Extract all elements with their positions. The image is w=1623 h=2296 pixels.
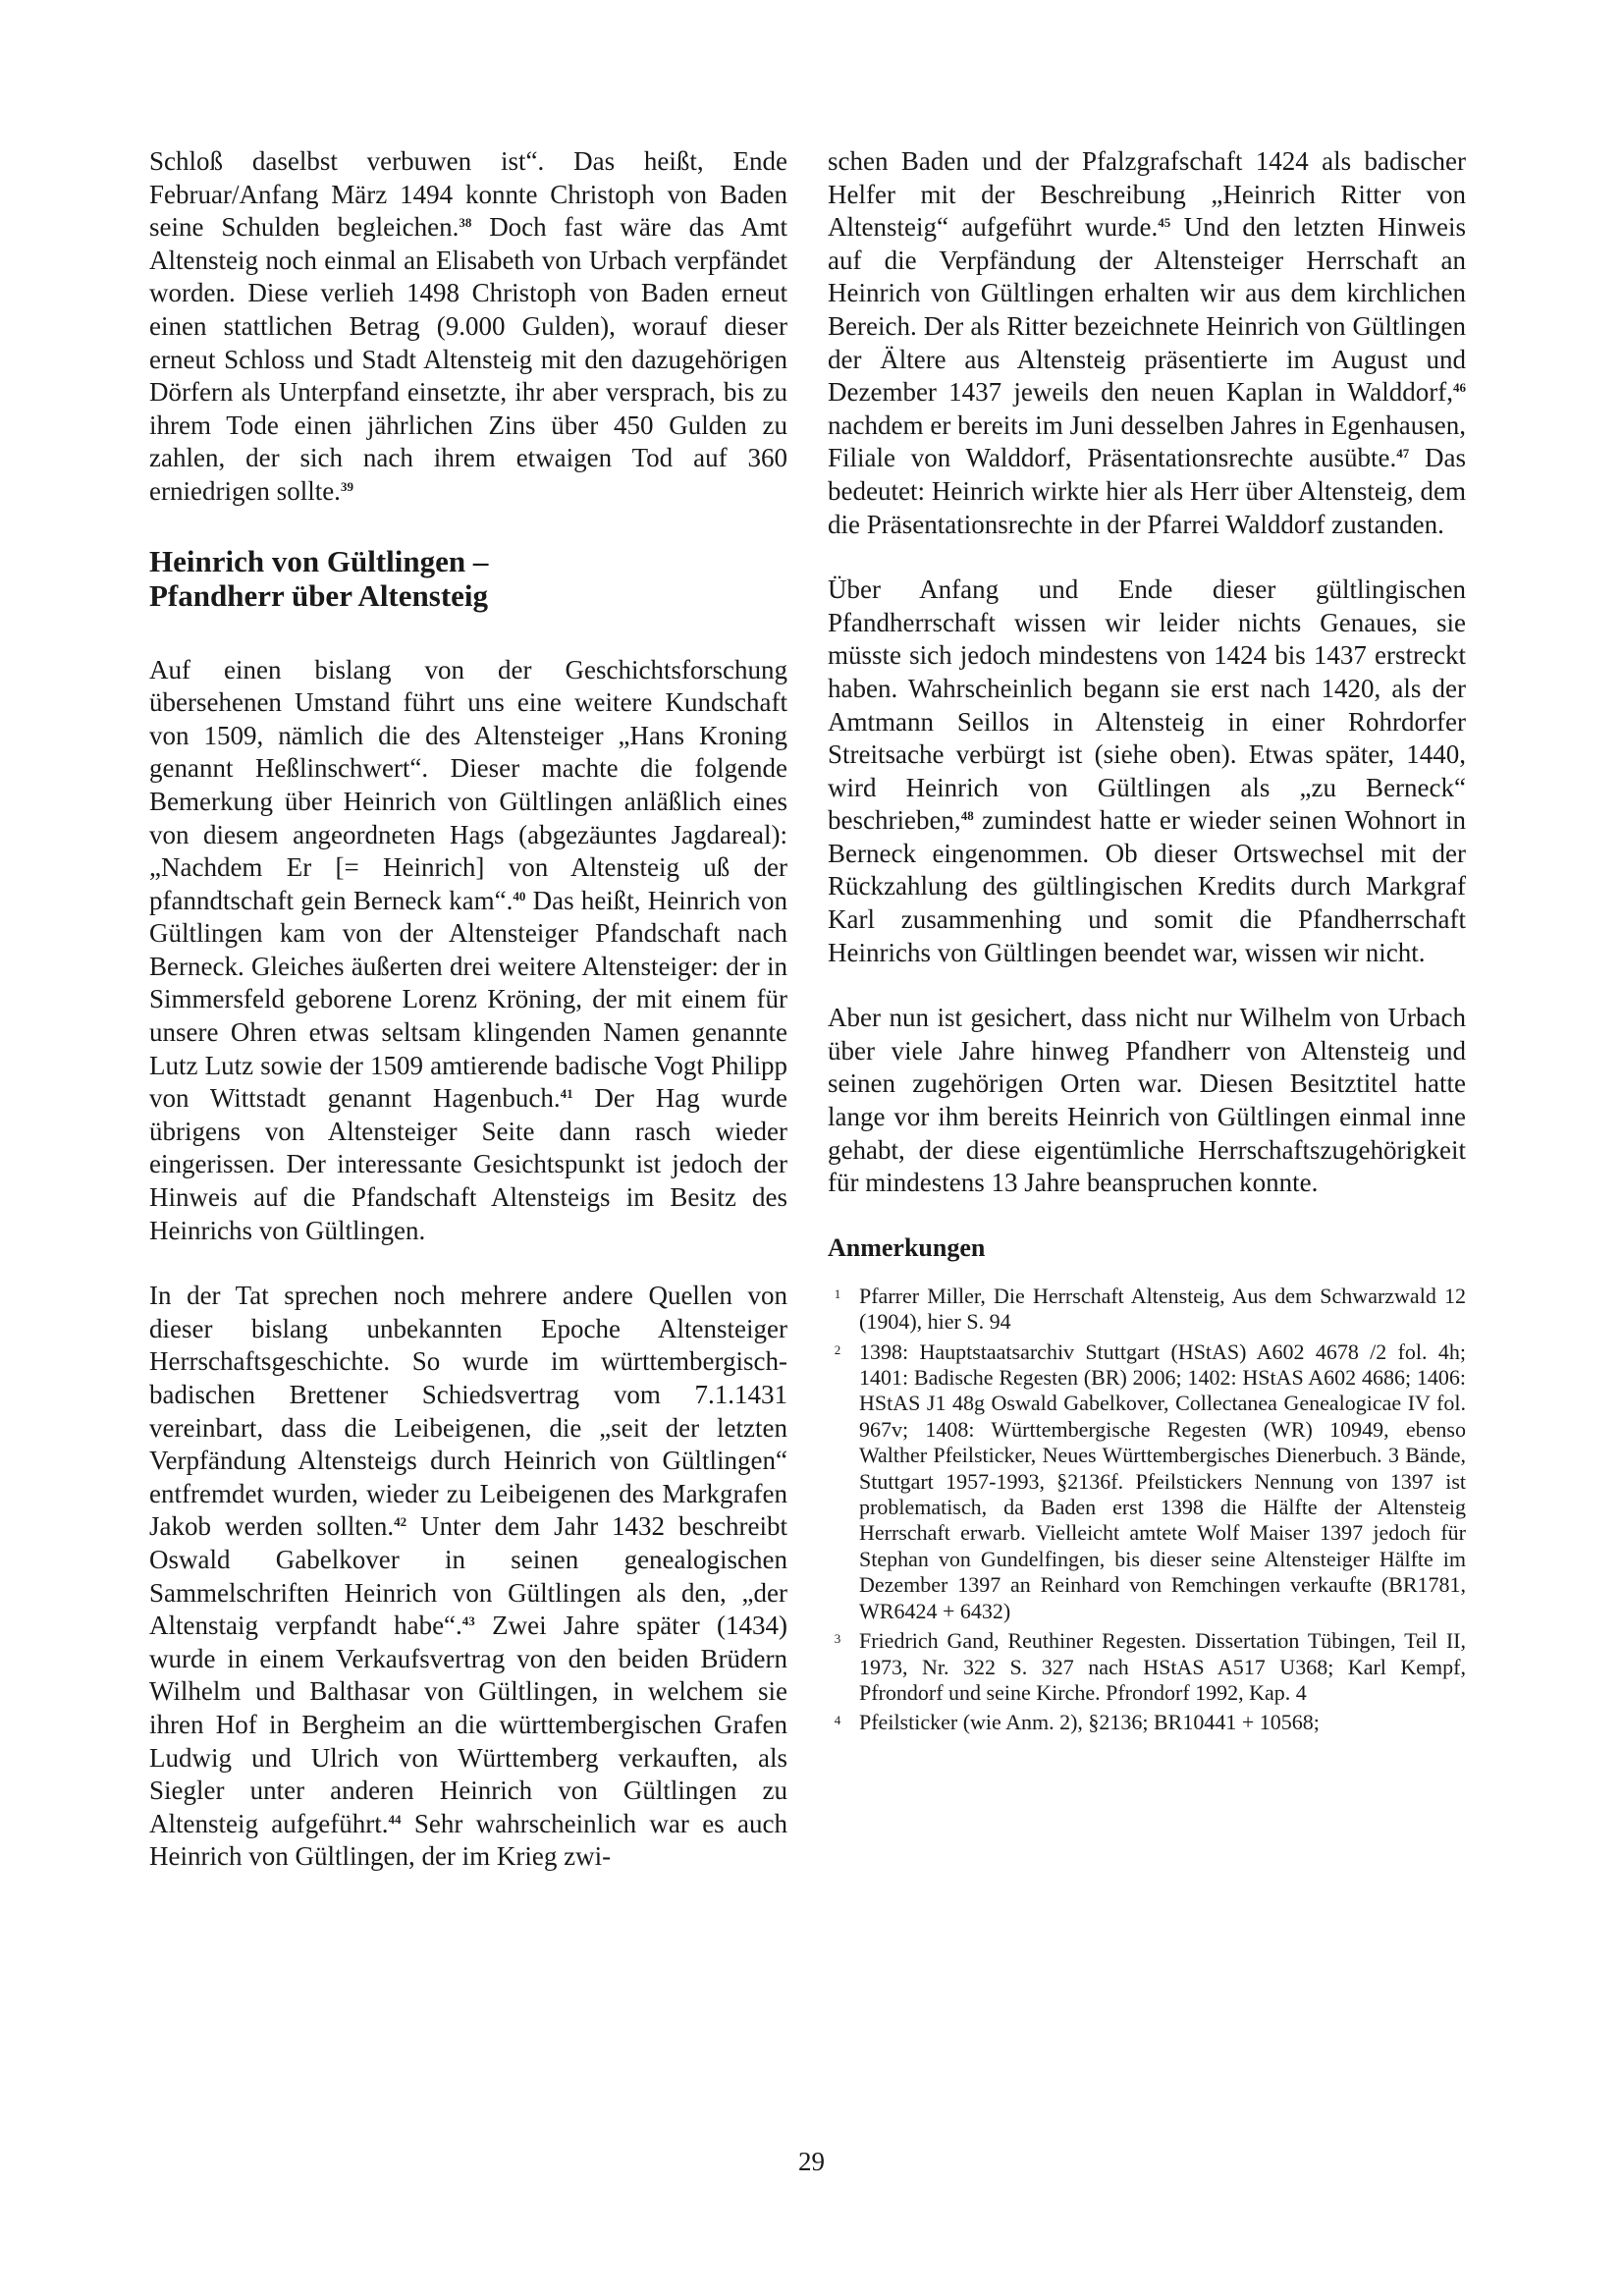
text-run: In der Tat sprechen noch mehrere andere Quellen von dieser bislang unbekannten Epoche Altensteiger Herrschaftsgeschichte. So wurde im württembergisch-badischen Brettener Schiedsvertrag vom 7.1.1431 vereinbart, dass die Leibeigenen, die „seit der letzten Verpfändung Altensteigs durch Heinrich von Gültlingen“ entfremdet wurden, wieder zu Leibeigenen des Markgrafen Jakob werden sollten. — [149, 1281, 787, 1542]
footnote-text: 1398: Hauptstaatsarchiv Stuttgart (HStAS) A602 4678 /2 fol. 4h; 1401: Badische Regesten (BR) 2006; 1402: HStAS A602 4686; 1406: HStAS J1 48g Oswald Gabelkover, Collectanea Genealogicae IV fol. 967v; 1408: Württembergische Regesten (WR) 10949, ebenso Walther Pfeilsticker, Neues Württembergisches Dienerbuch. 3 Bände, Stuttgart 1957-1993, §2136f. Pfeilstickers Nennung von 1397 ist problematisch, da Baden erst 1398 die Hälfte der Altensteig Herrschaft erwarb. Vielleicht amtete Wolf Maiser 1397 jedoch für Stephan von Gundelfingen, bis dieser seine Altensteiger Hälfte im Dezember 1397 an Reinhard von Remchingen verkaufte (BR1781, WR6424 + 6432) — [859, 1339, 1466, 1623]
footnotes-list — [828, 1284, 1466, 1736]
paragraph — [149, 654, 787, 1248]
text-run: Das heißt, Heinrich von Gültlingen kam von der Altensteiger Pfandschaft nach Berneck. Gleiches äußerten drei weitere Altensteiger: der in Simmersfeld geborene Lorenz Kröning, der mit einem für unsere Ohren etwas seltsam klingenden Namen genannte Lutz Lutz sowie der 1509 amtierende badische Vogt Philipp von Wittstadt genannt Hagenbuch. — [149, 885, 788, 1114]
text-run: Doch fast wäre das Amt Altensteig noch einmal an Elisabeth von Urbach verpfändet worden. Diese verlieh 1498 Christoph von Baden erneut einen stattlichen Betrag (9.000 Gulden), worauf dieser erneut Schloss und Stadt Altensteig mit den dazugehörigen Dörfern als Unterpfand einsetzte, ihr aber versprach, bis zu ihrem Tode einen jährlichen Zins über 450 Gulden zu zahlen, der sich nach ihrem etwaigen Tod auf 360 erniedrigen sollte. — [149, 212, 787, 506]
footnote-ref: 46 — [1453, 380, 1466, 396]
text-run: Und den letzten Hinweis auf die Verpfändung der Altensteiger Herrschaft an Heinrich von Gültlingen erhalten wir aus dem kirchlichen Bereich. Der als Ritter bezeichnete Heinrich von Gültlingen der Ältere aus Altensteig präsentierte im August und Dezember 1437 jeweils den neuen Kaplan in Walddorf, — [828, 212, 1466, 408]
footnote-text: Friedrich Gand, Reuthiner Regesten. Dissertation Tübingen, Teil II, 1973, Nr. 322 S. 327 nach HStAS A517 U368; Karl Kempf, Pfrondorf und seine Kirche. Pfrondorf 1992, Kap. 4 — [859, 1628, 1466, 1705]
text-run: nachdem er bereits im Juni desselben Jahres in Egenhausen, Filiale von Walddorf, Präsentationsrechte ausübte. — [828, 410, 1466, 473]
text-run: Über Anfang und Ende dieser gültlingischen Pfandherrschaft wissen wir leider nichts Genaues, sie müsste sich jedoch mindestens von 1424 bis 1437 erstreckt haben. Wahrscheinlich begann sie erst nach 1420, als der Amtmann Seillos in Altensteig in einer Rohrdorfer Streitsache verbürgt ist (siehe oben). Etwas später, 1440, wird Heinrich von Gültlingen als „zu Berneck“ beschrieben, — [828, 574, 1466, 836]
footnote-ref: 41 — [560, 1086, 573, 1102]
text-run: zumindest hatte er wieder seinen Wohnort in Berneck eingenommen. Ob dieser Ortswechsel mit der Rückzahlung des gültlingischen Kredits durch Markgraf Karl zusammenhing und somit die Pfandherrschaft Heinrichs von Gültlingen beendet war, wissen wir nicht. — [828, 805, 1466, 967]
text-run: Unter dem Jahr 1432 beschreibt Oswald Gabelkover in seinen genealogischen Sammelschriften Heinrich von Gültlingen als den, „der Altenstaig verpfandt habe“. — [149, 1511, 787, 1641]
footnote-ref: 48 — [960, 808, 974, 824]
footnote-ref: 47 — [1396, 446, 1410, 462]
footnote-item — [828, 1628, 1466, 1706]
text-run: Auf einen bislang von der Geschichtsforschung übersehenen Umstand führt uns eine weitere Kundschaft von 1509, nämlich die des Altensteiger „Hans Kroning genannt Heßlinschwert“. Dieser machte die folgende Bemerkung über Heinrich von Gültlingen anläßlich eines von diesem angeordneten Hags (abgezäuntes Jagdareal): „Nachdem Er [= Heinrich] von Altensteig uß der pfanndtschaft gein Berneck kam“. — [149, 654, 787, 915]
text-run: Sehr wahrscheinlich war es auch Heinrich von Gültlingen, der im Krieg zwi- — [149, 1808, 787, 1872]
footnote-number: 3 — [834, 1631, 841, 1647]
section-heading-line: Pfandherr über Altensteig — [149, 577, 489, 613]
footnote-ref: 40 — [513, 888, 526, 903]
footnote-number: 2 — [834, 1341, 841, 1357]
text-run: Der Hag wurde übrigens von Altensteiger Seite dann rasch wieder eingerissen. Der interessante Gesichtspunkt ist jedoch der Hinweis auf die Pfandschaft Altensteigs im Besitz des Heinrichs von Gültlingen. — [149, 1083, 787, 1245]
footnote-ref: 44 — [388, 1811, 402, 1827]
footnote-ref: 43 — [461, 1613, 475, 1629]
footnote-item — [828, 1339, 1466, 1624]
text-run: schen Baden und der Pfalzgrafschaft 1424 als badischer Helfer mit der Beschreibung „Heinrich Ritter von Altensteig“ aufgeführt wurde. — [828, 146, 1466, 243]
paragraph — [828, 1002, 1466, 1200]
text-run: Aber nun ist gesichert, dass nicht nur Wilhelm von Urbach über viele Jahre hinweg Pfandherr von Altensteig und seinen zugehörigen Orten war. Diesen Besitztitel hatte lange vor ihm bereits Heinrich von Gültlingen einmal inne gehabt, der diese eigentümliche Herrschaftszugehörigkeit für mindestens 13 Jahre beanspruchen konnte. — [828, 1003, 1466, 1198]
section-heading-line: Heinrich von Gültlingen – — [149, 543, 489, 578]
paragraph — [149, 1280, 787, 1874]
right-column — [828, 145, 1466, 1740]
footnote-ref: 42 — [394, 1514, 407, 1530]
footnote-ref: 45 — [1158, 215, 1171, 231]
left-column — [149, 145, 787, 1906]
text-run: Zwei Jahre später (1434) wurde in einem Verkaufsvertrag von den beiden Brüdern Wilhelm und Balthasar von Gültlingen, in welchem sie ihren Hof in Bergheim an die württembergischen Grafen Ludwig und Ulrich von Württemberg verkauften, als Siegler unter anderen Heinrich von Gültlingen zu Altensteig aufgeführt. — [149, 1611, 787, 1838]
text-run: Schloß daselbst verbuwen ist“. Das heißt, Ende Februar/Anfang März 1494 konnte Christoph von Baden seine Schulden begleichen. — [149, 146, 787, 243]
footnote-number: 4 — [834, 1713, 841, 1728]
footnote-text: Pfeilsticker (wie Anm. 2), §2136; BR10441 + 10568; — [859, 1710, 1320, 1735]
footnote-number: 1 — [834, 1285, 841, 1301]
text-run: Das bedeutet: Heinrich wirkte hier als Herr über Altensteig, dem die Präsentationsrechte in der Pfarrei Walddorf zustanden. — [828, 443, 1466, 539]
footnote-item — [828, 1284, 1466, 1336]
paragraph — [828, 145, 1466, 541]
paragraph — [828, 574, 1466, 969]
footnote-ref: 39 — [340, 478, 353, 494]
section-heading — [149, 544, 787, 613]
footnote-ref: 38 — [459, 215, 472, 231]
notes-heading: Anmerkungen — [828, 1232, 986, 1262]
footnote-item — [828, 1710, 1466, 1735]
footnote-text: Pfarrer Miller, Die Herrschaft Altensteig, Aus dem Schwarzwald 12 (1904), hier S. 94 — [859, 1283, 1466, 1335]
paragraph — [149, 145, 787, 509]
page-number: 29 — [798, 2147, 825, 2176]
